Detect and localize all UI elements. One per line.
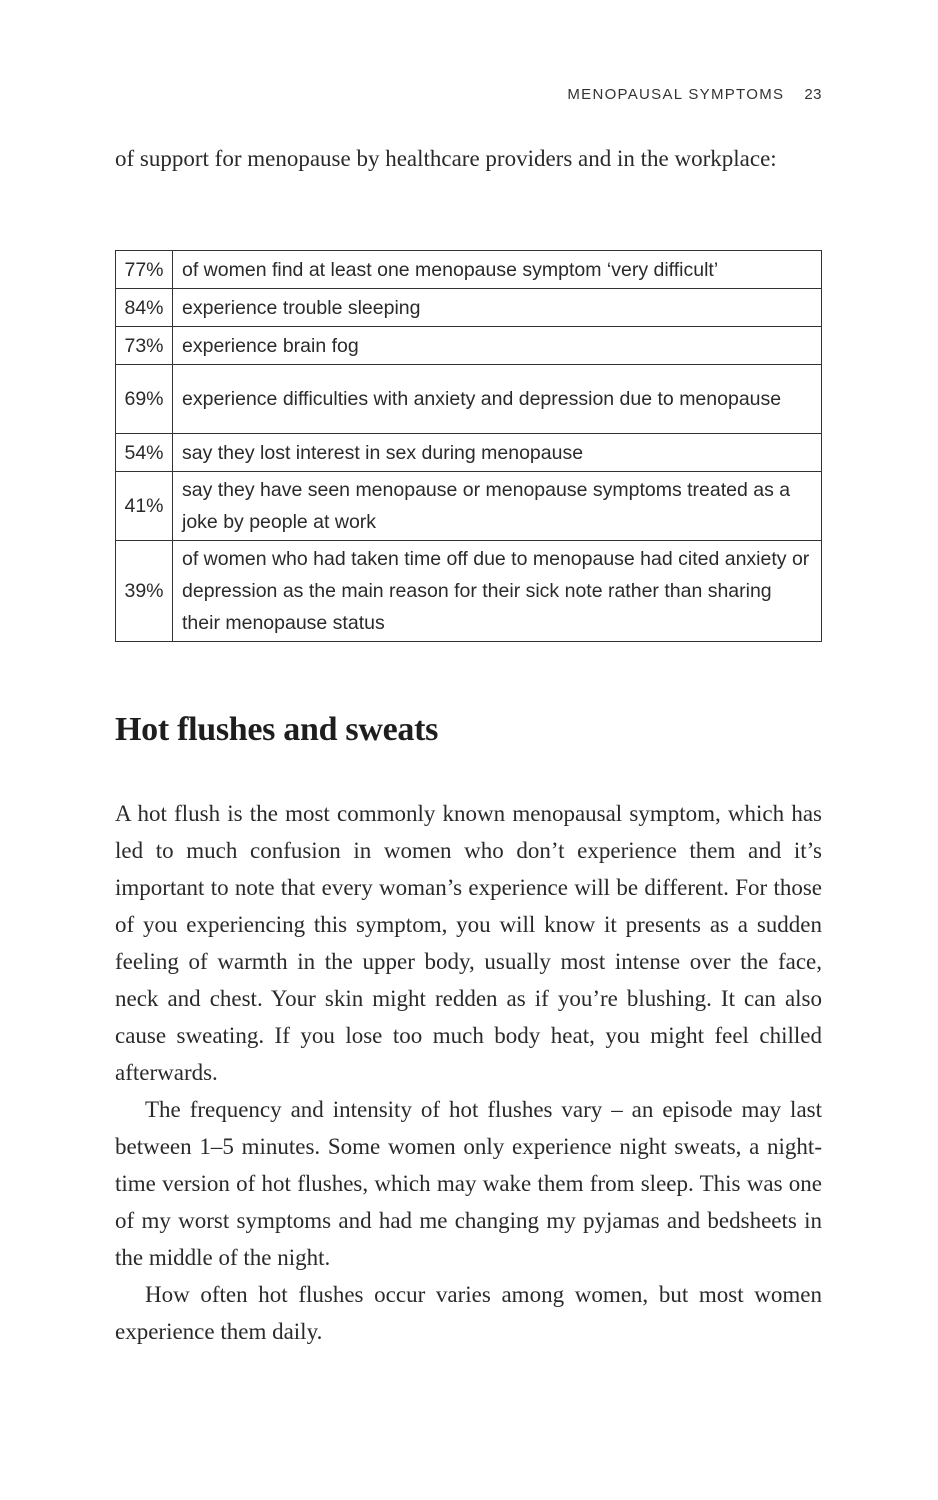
table-row (116, 327, 822, 365)
percent-cell: 54% (116, 434, 173, 472)
page-number: 23 (804, 86, 822, 103)
running-head (567, 86, 822, 103)
table-row (116, 251, 822, 289)
percent-cell: 69% (116, 365, 173, 434)
intro-paragraph: of support for menopause by healthcare providers and in the workplace: (115, 146, 777, 171)
running-title: MENOPAUSAL SYMPTOMS (567, 86, 785, 103)
section-heading: Hot flushes and sweats (115, 711, 439, 748)
table-row (116, 434, 822, 472)
table-row (116, 541, 822, 642)
body-paragraph: A hot flush is the most commonly known menopausal symptom, which has led to much confusion in women who don’t experience them and it’s important to note that every woman’s experience will be different. For those of you experiencing this symptom, you will know it presents as a sudden feeling of warmth in the upper body, usually most intense over the face, neck and chest. Your skin might redden as if you’re blushing. It can also cause sweating. If you lose too much body heat, you might feel chilled afterwards. (115, 801, 822, 1085)
description-cell: experience difficulties with anxiety and depression due to menopause (173, 365, 822, 434)
percent-cell: 73% (116, 327, 173, 365)
description-cell: say they have seen menopause or menopause symptoms treated as a joke by people at work (173, 472, 822, 541)
description-cell: of women find at least one menopause symptom ‘very difficult’ (173, 251, 822, 289)
table-row (116, 289, 822, 327)
table-row (116, 365, 822, 434)
description-cell: experience brain fog (173, 327, 822, 365)
statistics-table (115, 250, 822, 642)
description-cell: of women who had taken time off due to menopause had cited anxiety or depression as the main reason for their sick note rather than sharing their menopause status (173, 541, 822, 642)
section-body (115, 795, 822, 1350)
percent-cell: 84% (116, 289, 173, 327)
percent-cell: 39% (116, 541, 173, 642)
description-cell: experience trouble sleeping (173, 289, 822, 327)
body-paragraph: The frequency and intensity of hot flushes vary – an episode may last between 1–5 minutes. Some women only experience night sweats, a night-time version of hot flushes, which may wake them from sleep. This was one of my worst symptoms and had me changing my pyjamas and bedsheets in the middle of the night. (115, 1097, 822, 1270)
description-cell: say they lost interest in sex during menopause (173, 434, 822, 472)
body-paragraph: How often hot flushes occur varies among women, but most women experience them daily. (115, 1282, 822, 1344)
percent-cell: 41% (116, 472, 173, 541)
percent-cell: 77% (116, 251, 173, 289)
table-row (116, 472, 822, 541)
